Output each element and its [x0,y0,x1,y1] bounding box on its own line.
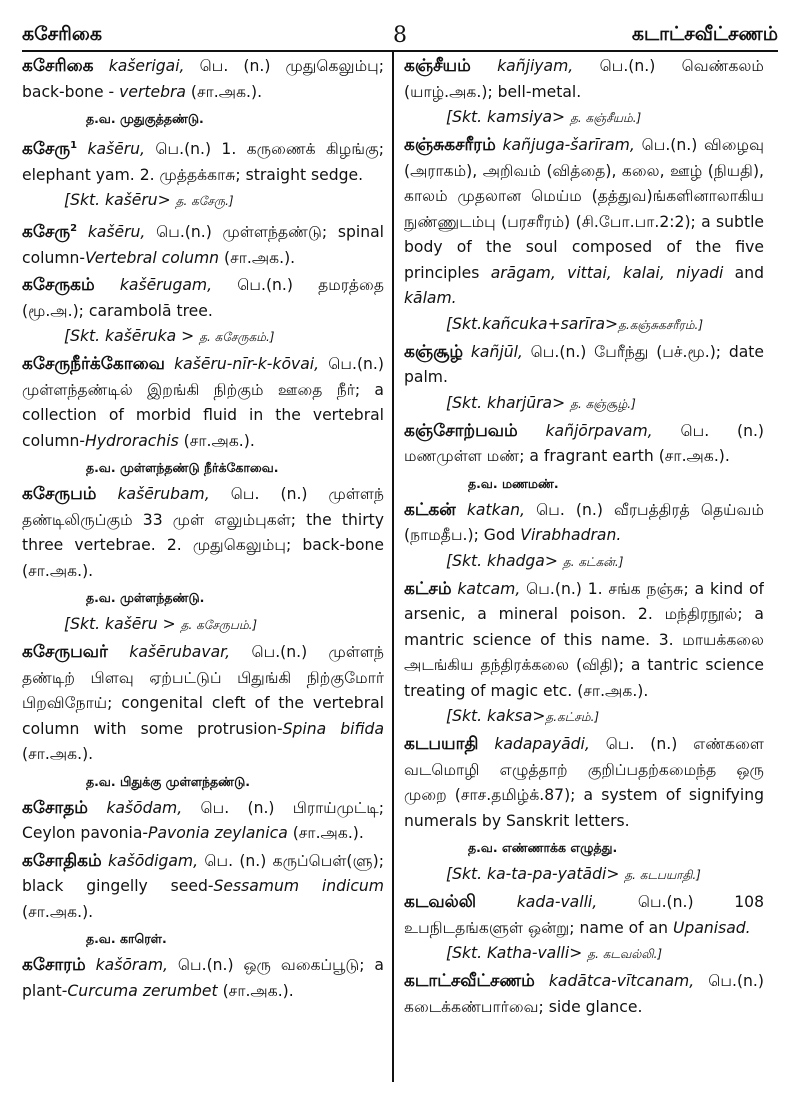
dictionary-entry [22,273,384,324]
entry-transliteration: kašerigai, [108,57,185,75]
entry-definition-tail: (சா.அக.). [22,902,94,921]
entry-transliteration: kašērubam, [117,485,210,504]
dictionary-entry [22,953,384,1004]
etymology-source: [Skt. kašēruka > [64,327,200,346]
entry-definition: பெ. (n.) எண்களை வடமொழி எழுத்தாற் குறிப்பதற்கமைந்த ஒரு முறை (சாச.தமிழ்க்.87); a system of signifying numerals by Sanskrit letters. [404,735,764,830]
etymology-source: [Skt. kharjūra> [446,393,571,412]
etymology-line [22,612,384,638]
homograph-number: 2 [70,223,78,235]
equivalent-note: த.வ. மணமண். [468,475,559,491]
entry-definition-tail: (சா.அக.). [219,248,296,267]
etymology-target: த. கடபயாதி.] [624,868,701,882]
entry-transliteration: kašōdam, [106,798,183,817]
entry-headword: கஞ்சுகசரீரம் [404,135,496,155]
dictionary-entry [404,133,764,312]
homograph-number: 1 [70,140,78,151]
entry-transliteration: kañjiyam, [497,57,574,75]
entry-transliteration: kašēru, [87,223,146,242]
running-head-last-word: கடாட்சவீட்சணம் [631,23,778,45]
entry-definition: பெ.(n.) 1. கருணைக் கிழங்கு; elephant yam. 2. முத்தக்காசு; straight sedge. [22,140,384,184]
etymology-source: [Skt.kañcuka+sarīra> [446,314,619,333]
entry-transliteration: kašērugam, [119,276,213,295]
etymology-target: த. கட்கன்.] [562,554,624,569]
dictionary-entry [404,340,764,391]
entry-definition: பெ. (n.) கருப்பெள்(ளு); black gingelly seed- [22,851,384,896]
dictionary-entry [404,419,764,470]
etymology-target: த. கசேருகம்.] [199,330,275,345]
entry-headword: கசேருகம் [22,275,95,296]
etymology-source: [Skt. ka-ta-pa-yatādi> [446,865,625,883]
dictionary-entry [22,352,384,454]
entry-definition: பெ.(n.) தமரத்தை (மூ.அ.); carambolā tree. [22,276,384,320]
entry-definition: பெ.(n.) 108 உபநிடதங்களுள் ஒன்று; name of an [404,893,764,937]
etymology-line [404,312,764,338]
etymology-line [404,391,764,417]
entry-transliteration: kañjuga-šarīram, [502,136,635,154]
etymology-source: [Skt. kaksa> [446,707,546,725]
entry-definition: பெ.(n.) ஒரு வகைப்பூடு; a plant- [22,956,384,1000]
right-column [394,52,764,1082]
etymology-target: த. கடவல்லி.] [587,947,663,961]
entry-definition: பெ. (n.) பிராய்முட்டி; Ceylon pavonia- [22,798,384,843]
entry-latin-term: Sessamum indicum [213,877,384,896]
entry-transliteration: kada-valli, [516,893,598,911]
entry-transliteration: kadapayādi, [494,735,590,753]
entry-transliteration: katcam, [457,579,521,598]
entry-definition: பெ.(n.) முள்ளந்தண்டில் இறங்கி நிற்கும் ஊதை நீர்; a collection of morbid fluid in the vertebral column- [22,355,384,450]
entry-headword: கசோரம் [22,955,86,976]
entry-definition-tail: (சா.அக.). [217,981,294,1000]
two-column-body [22,52,778,1082]
entry-headword: கஞ்சூழ் [404,341,464,362]
entry-transliteration: kašēru-nīr-k-kōvai, [174,355,320,374]
entry-transliteration: kašōdigam, [108,851,199,870]
etymology-source: [Skt. kamsiya> [446,108,571,126]
etymology-line [404,105,764,131]
dictionary-entry [22,54,384,105]
etymology-target: த. கசேருபம்.] [180,618,258,633]
etymology-line [22,324,384,350]
entry-headword: கஞ்சோற்பவம் [404,420,518,441]
entry-definition: பெ. (n.) மணமுள்ள மண்; a fragrant earth (சா.அக.). [404,421,764,465]
equivalent-note: த.வ. முதுகுத்தண்டு. [86,111,204,126]
entry-headword: கட்கன் [404,499,456,520]
etymology-source: [Skt. Katha-valli> [446,944,588,962]
entry-definition: பெ. (n.) வீரபத்திரத் தெய்வம் (நாமதீப.); God [404,500,764,544]
entry-latin-term: Curcuma zerumbet [67,981,218,1000]
dictionary-entry [404,732,764,834]
entry-definition-tail: (சா.அக.). [22,745,94,764]
etymology-source: [Skt. khadga> [446,551,563,570]
equivalent-note: த.வ. முள்ளந்தண்டு நீர்க்கோவை. [86,460,279,476]
etymology-source: [Skt. kašēru > [64,615,181,634]
equivalent-note: த.வ. எண்ணாக்க எழுத்து. [468,840,618,855]
entry-definition: பெ.(n.) 1. சங்க நஞ்சு; a kind of arsenic, a mineral poison. 2. மந்திரநூல்; a mantric science of this name. 3. மாயக்கலை அடங்கிய தந்திரக்கலை (விதி); a tantric science treating of magic etc. (சா.அக.). [404,579,764,700]
entry-definition: பெ.(n.) விழைவு (அராகம்), அறிவம் (வித்தை), கலை, ஊழ் (நியதி), காலம் முதலான மெய்ம (தத்துவ)ங்களினாலாகிய நுண்ணுடம்பு (பரசரீரம்) (சி.போ.பா.2:2); a subtle body of the soul composed of the five principles [404,136,764,282]
entry-headword: கசோதம் [22,797,88,818]
etymology-line [22,188,384,214]
dictionary-entry [22,796,384,847]
entry-definition: பெ.(n.) முள்ளந் தண்டிற் பிளவு ஏற்பட்டுப் பிதுங்கி நிற்குமோர் பிறவிநோய்; congenital cleft of the vertebral column with some protrusion- [22,643,384,738]
entry-latin-term: Upanisad. [673,918,751,937]
etymology-target: த.கட்சம்.] [545,710,600,724]
entry-latin-term: Virabhadran. [520,526,622,544]
dictionary-entry [22,849,384,926]
entry-latin-term: Vertebral column [85,248,220,267]
entry-definition: பெ.(n.) வெண்கலம் (யாழ்.அக.); bell-metal. [404,57,764,101]
entry-transliteration: kašōram, [95,956,168,975]
page-number: 8 [393,23,407,48]
entry-definition: பெ.(n.) பேரீந்து (பச்.மூ.); date palm. [404,342,764,386]
entry-definition: பெ. (n.) முள்ளந் தண்டிலிருப்கும் 33 முள் எலும்புகள்; the thirty three vertebrae. 2. முதுகெலும்பு; back-bone (சா.அக.). [22,485,384,580]
left-column [22,52,392,1082]
entry-definition-tail: (சா.அக.). [185,82,263,101]
dictionary-entry [22,133,384,188]
etymology-line [404,704,764,730]
etymology-target: த. கஞ்சீயம்.] [570,111,642,125]
entry-transliteration: kadātca-vītcanam, [548,972,695,990]
entry-headword: கசேருபவர் [22,642,108,663]
running-head-first-word: கசேரிகை [22,23,102,45]
dictionary-entry [22,216,384,271]
running-head [22,18,778,52]
entry-headword: கடவல்லி [404,892,477,912]
entry-transliteration: kašērubavar, [129,643,231,662]
entry-transliteration: kañjūl, [470,342,523,361]
dictionary-entry [404,969,764,1020]
entry-headword: கடபயாதி [404,734,479,754]
entry-definition: பெ.(n.) முள்ளந்தண்டு; spinal column- [22,223,384,267]
dictionary-entry [22,640,384,768]
entry-definition: பெ.(n.) கடைக்கண்பார்வை; side glance. [404,972,764,1016]
entry-latin-term: Pavonia zeylanica [148,824,288,843]
entry-headword: கசோதிகம் [22,850,102,871]
entry-definition-tail: (சா.அக.). [287,824,364,843]
entry-definition-tail: (சா.அக.). [178,431,255,450]
entry-headword: கசேரு [22,139,71,160]
equivalent-note: த.வ. பிதுக்கு முள்ளந்தண்டு. [86,773,250,789]
dictionary-entry [404,54,764,105]
etymology-line [404,549,764,575]
entry-latin-term: Hydrorachis [85,431,179,450]
dictionary-entry [22,482,384,584]
entry-headword: கட்சம் [404,578,452,599]
entry-latin-term: kālam. [404,289,457,307]
entry-headword: கசேருநீர்க்கோவை [22,354,165,375]
entry-definition-tail: and [723,263,764,282]
equivalent-note: த.வ. முள்ளந்தண்டு. [86,590,205,606]
entry-headword: கடாட்சவீட்சணம் [404,971,535,991]
etymology-source: [Skt. kašēru> [64,191,176,210]
entry-latin-term: Spina bifida [282,719,384,738]
etymology-target: த.கஞ்சுகசரீரம்.] [618,317,704,332]
etymology-line [404,862,764,888]
entry-latin-term: arāgam, vittai, kalai, niyadi [490,263,724,282]
entry-transliteration: kašēru, [87,140,146,159]
entry-headword: கசேருபம் [22,484,97,505]
etymology-target: த. கசேரு.] [175,194,234,209]
entry-definition: பெ. (n.) முதுகெலும்பு; back-bone - [22,57,384,101]
etymology-line [404,941,764,967]
entry-transliteration: katkan, [466,500,526,519]
etymology-target: த. கஞ்சூழ்.] [570,396,636,411]
equivalent-note: த.வ. காரெள். [86,931,167,947]
dictionary-entry [404,577,764,705]
entry-headword: கசேரு [22,222,71,243]
entry-latin-term: vertebra [119,82,186,101]
entry-headword: கசேரிகை [22,56,94,76]
dictionary-entry [404,890,764,941]
entry-transliteration: kañjōrpavam, [545,421,653,440]
dictionary-entry [404,498,764,549]
entry-headword: கஞ்சீயம் [404,56,471,76]
